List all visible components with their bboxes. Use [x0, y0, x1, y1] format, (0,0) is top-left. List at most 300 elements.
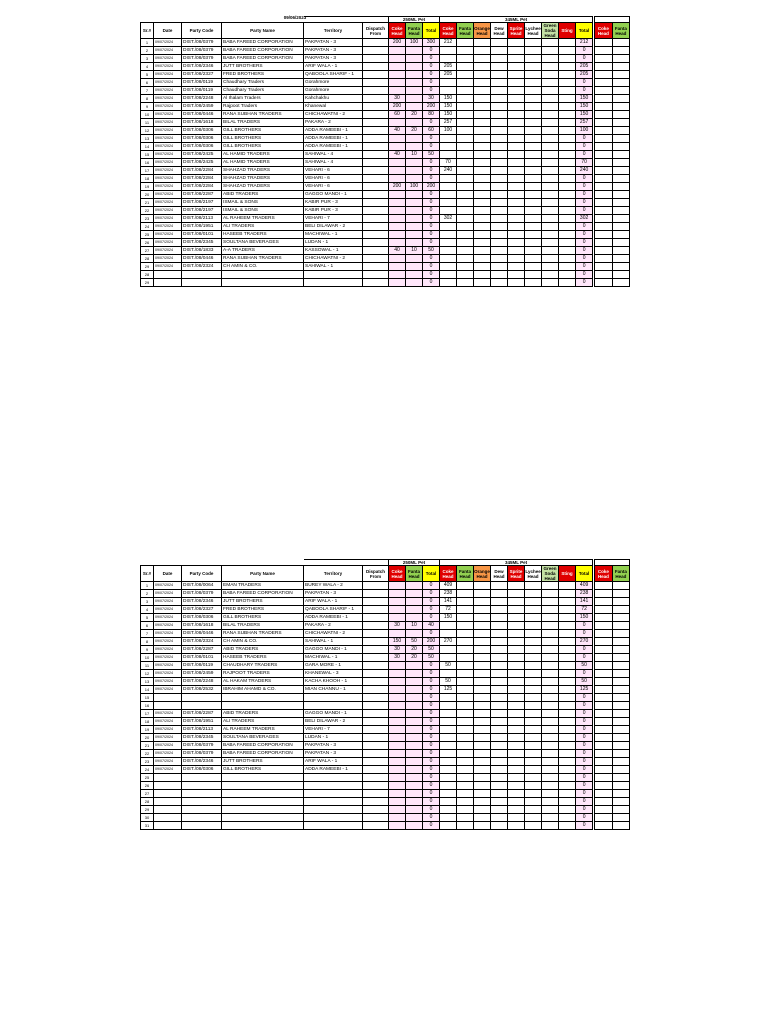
cell-territory: ADDA RAMEEBI - 1 [304, 614, 363, 622]
cell-250-coke [389, 598, 406, 606]
cell-250-fanta [406, 814, 423, 822]
cell-dispatch [363, 630, 389, 638]
cell-345-empty [457, 167, 474, 175]
cell-extra-coke [595, 103, 613, 111]
cell-extra-fanta [612, 175, 630, 183]
cell-345-empty [559, 95, 576, 103]
cell-345-empty [491, 734, 508, 742]
cell-250-total: 0 [423, 678, 440, 686]
cell-345-empty [525, 702, 542, 710]
cell-territory: MACHIWAL - 1 [304, 654, 363, 662]
cell-territory [304, 806, 363, 814]
cell-345-empty [525, 71, 542, 79]
cell-345-empty [559, 686, 576, 694]
cell-345-empty [559, 39, 576, 47]
cell-345-empty [508, 207, 525, 215]
cell-territory: VEHARI - 7 [304, 726, 363, 734]
cell-250-total: 30 [423, 95, 440, 103]
cell-date: 09/07/2024 [154, 662, 182, 670]
cell-250-fanta [406, 702, 423, 710]
table-row [141, 103, 630, 111]
cell-345-empty [474, 135, 491, 143]
cell-sr: 11 [141, 662, 154, 670]
cell-345-empty [525, 662, 542, 670]
cell-345-empty [559, 710, 576, 718]
cell-party-code: DIST./08/2346 [182, 63, 222, 71]
cell-250-fanta: 10 [406, 622, 423, 630]
cell-345-empty [559, 766, 576, 774]
cell-dispatch [363, 710, 389, 718]
cell-250-fanta [406, 207, 423, 215]
cell-345-empty [559, 638, 576, 646]
cell-territory [304, 694, 363, 702]
cell-345-empty [457, 55, 474, 63]
cell-345-coke [440, 694, 457, 702]
cell-extra-coke [595, 774, 613, 782]
cell-dispatch [363, 215, 389, 223]
cell-party-name [222, 271, 304, 279]
cell-345-empty [508, 630, 525, 638]
cell-extra-coke [595, 702, 613, 710]
cell-345-empty [491, 782, 508, 790]
cell-345-empty [457, 95, 474, 103]
cell-345-empty [508, 263, 525, 271]
cell-party-name: BABA FAREED CORPORATION [222, 55, 304, 63]
cell-345-empty [508, 750, 525, 758]
cell-250-coke [389, 782, 406, 790]
cell-extra-coke [595, 223, 613, 231]
cell-extra-fanta [612, 758, 630, 766]
cell-345-empty [474, 239, 491, 247]
cell-345-empty [542, 143, 559, 151]
col-sr: Sr.# [141, 23, 154, 39]
cell-dispatch [363, 582, 389, 590]
cell-250-total: 0 [423, 798, 440, 806]
cell-party-code: DIST./08/2459 [182, 670, 222, 678]
cell-territory: GAGGO MANDI - 1 [304, 710, 363, 718]
cell-345-empty [525, 678, 542, 686]
table-row [141, 143, 630, 151]
cell-250-total: 0 [423, 614, 440, 622]
cell-345-empty [525, 606, 542, 614]
cell-345-empty [474, 223, 491, 231]
cell-date: 09/07/2024 [154, 718, 182, 726]
cell-345-coke: 141 [440, 598, 457, 606]
cell-250-total: 0 [423, 702, 440, 710]
cell-dispatch [363, 95, 389, 103]
cell-party-name: BABA FAREED CORPORATION [222, 39, 304, 47]
cell-345-coke [440, 726, 457, 734]
cell-345-empty [542, 606, 559, 614]
cell-345-total: 72 [576, 606, 593, 614]
cell-extra-fanta [612, 766, 630, 774]
cell-345-empty [508, 670, 525, 678]
cell-250-fanta [406, 191, 423, 199]
cell-345-coke [440, 79, 457, 87]
cell-250-fanta [406, 239, 423, 247]
cell-extra-coke [595, 247, 613, 255]
cell-extra-fanta [612, 702, 630, 710]
cell-250-fanta [406, 782, 423, 790]
cell-sr: 31 [141, 822, 154, 830]
cell-extra-fanta [612, 678, 630, 686]
cell-345-total: 70 [576, 159, 593, 167]
cell-250-fanta [406, 686, 423, 694]
cell-345-total: 409 [576, 582, 593, 590]
cell-extra-coke [595, 255, 613, 263]
cell-extra-fanta [612, 590, 630, 598]
cell-345-coke [440, 822, 457, 830]
cell-date: 09/07/2024 [154, 175, 182, 183]
cell-345-total: 0 [576, 718, 593, 726]
cell-345-total: 0 [576, 630, 593, 638]
cell-345-empty [457, 263, 474, 271]
cell-party-code: DIST./08/2284 [182, 175, 222, 183]
cell-345-empty [508, 255, 525, 263]
cell-345-total: 0 [576, 183, 593, 191]
cell-territory: KHANEWAL - 3 [304, 670, 363, 678]
cell-dispatch [363, 199, 389, 207]
cell-territory: KABIR PUR - 3 [304, 199, 363, 207]
cell-345-empty [457, 646, 474, 654]
cell-party-name: JUTT BROTHERS [222, 758, 304, 766]
cell-345-empty [508, 694, 525, 702]
cell-250-total: 0 [423, 694, 440, 702]
cell-party-name: ISMAIL & SONS [222, 207, 304, 215]
cell-345-empty [525, 199, 542, 207]
cell-345-empty [457, 231, 474, 239]
cell-345-empty [491, 223, 508, 231]
cell-345-total: 0 [576, 223, 593, 231]
cell-345-empty [508, 606, 525, 614]
cell-345-empty [508, 191, 525, 199]
group-250ml: 250ML Pet [389, 560, 440, 566]
cell-dispatch [363, 167, 389, 175]
cell-dispatch [363, 255, 389, 263]
cell-250-fanta [406, 87, 423, 95]
cell-250-fanta: 100 [406, 183, 423, 191]
cell-345-empty [474, 814, 491, 822]
cell-345-empty [525, 654, 542, 662]
cell-extra-fanta [612, 247, 630, 255]
cell-345-empty [542, 47, 559, 55]
cell-dispatch [363, 183, 389, 191]
cell-250-coke [389, 87, 406, 95]
cell-party-name [222, 782, 304, 790]
cell-party-code: DIST./08/2324 [182, 638, 222, 646]
cell-sr: 9 [141, 646, 154, 654]
cell-345-empty [508, 638, 525, 646]
cell-party-name: AL RAHEEM TRADERS [222, 215, 304, 223]
cell-extra-coke [595, 207, 613, 215]
cell-345-empty [474, 718, 491, 726]
cell-party-name: IBRAHIM AHAMD & CO. [222, 686, 304, 694]
cell-party-code: DIST./08/2425 [182, 151, 222, 159]
cell-dispatch [363, 806, 389, 814]
cell-345-empty [457, 582, 474, 590]
cell-date: 09/07/2024 [154, 686, 182, 694]
cell-345-coke: 150 [440, 95, 457, 103]
cell-dispatch [363, 63, 389, 71]
cell-345-empty [508, 279, 525, 287]
cell-sr: 13 [141, 135, 154, 143]
cell-party-code: DIST./08/0379 [182, 55, 222, 63]
cell-250-total: 0 [423, 822, 440, 830]
cell-date: 09/07/2024 [154, 742, 182, 750]
cell-250-total: 300 [423, 39, 440, 47]
cell-345-empty [508, 127, 525, 135]
cell-250-coke [389, 47, 406, 55]
cell-345-empty [525, 622, 542, 630]
cell-250-total: 80 [423, 111, 440, 119]
cell-extra-coke [595, 590, 613, 598]
cell-250-coke: 40 [389, 247, 406, 255]
cell-345-empty [474, 79, 491, 87]
cell-party-name: BABA FAREED CORPORATION [222, 590, 304, 598]
cell-345-empty [559, 87, 576, 95]
cell-250-coke [389, 159, 406, 167]
cell-territory: ADDA RAMEEBI - 1 [304, 127, 363, 135]
cell-extra-coke [595, 63, 613, 71]
cell-250-total: 50 [423, 247, 440, 255]
cell-dispatch [363, 87, 389, 95]
cell-345-empty [474, 630, 491, 638]
cell-345-empty [542, 63, 559, 71]
cell-sr: 2 [141, 590, 154, 598]
table-row [141, 199, 630, 207]
table-row [141, 750, 630, 758]
cell-250-coke [389, 790, 406, 798]
cell-extra-coke [595, 47, 613, 55]
cell-345-total: 0 [576, 271, 593, 279]
cell-345-empty [457, 774, 474, 782]
cell-345-empty [491, 231, 508, 239]
col-territory: Territory [304, 23, 363, 39]
cell-345-empty [525, 183, 542, 191]
cell-extra-fanta [612, 734, 630, 742]
cell-345-coke [440, 231, 457, 239]
cell-345-empty [474, 726, 491, 734]
col-345-2: Orange Head [474, 23, 491, 39]
cell-345-empty [542, 766, 559, 774]
cell-250-coke [389, 191, 406, 199]
cell-345-empty [542, 654, 559, 662]
cell-345-empty [542, 702, 559, 710]
cell-345-empty [457, 199, 474, 207]
cell-250-total: 0 [423, 662, 440, 670]
cell-date: 09/07/2024 [154, 247, 182, 255]
table-row [141, 183, 630, 191]
cell-345-empty [525, 630, 542, 638]
cell-extra-coke [595, 271, 613, 279]
cell-345-empty [491, 55, 508, 63]
cell-345-empty [525, 167, 542, 175]
cell-sr: 29 [141, 263, 154, 271]
cell-party-code: DIST./08/2113 [182, 726, 222, 734]
cell-dispatch [363, 678, 389, 686]
cell-345-coke [440, 798, 457, 806]
col-345-6: Green Soda Head [543, 23, 557, 38]
cell-250-coke [389, 207, 406, 215]
cell-345-empty [457, 63, 474, 71]
cell-345-empty [457, 710, 474, 718]
cell-250-fanta: 20 [406, 111, 423, 119]
cell-party-code: DIST./08/0446 [182, 111, 222, 119]
cell-345-empty [525, 119, 542, 127]
cell-250-fanta [406, 175, 423, 183]
cell-date: 09/07/2024 [154, 750, 182, 758]
cell-345-empty [508, 598, 525, 606]
cell-345-empty [491, 207, 508, 215]
cell-345-empty [559, 694, 576, 702]
table-row [141, 638, 630, 646]
cell-345-empty [474, 598, 491, 606]
cell-sr: 24 [141, 766, 154, 774]
cell-party-name: RANA SUBHAN TRADERS [222, 111, 304, 119]
cell-345-empty [474, 710, 491, 718]
cell-territory: SAHIWAL - 1 [304, 638, 363, 646]
cell-250-fanta [406, 790, 423, 798]
cell-345-empty [542, 247, 559, 255]
cell-345-empty [508, 143, 525, 151]
cell-extra-fanta [612, 39, 630, 47]
col-345-7: Sting [559, 566, 576, 582]
cell-extra-fanta [612, 47, 630, 55]
cell-party-code: DIST./08/2197 [182, 199, 222, 207]
cell-345-empty [525, 279, 542, 287]
cell-party-code: DIST./08/1618 [182, 622, 222, 630]
cell-345-empty [542, 191, 559, 199]
cell-sr: 17 [141, 167, 154, 175]
cell-extra-fanta [612, 750, 630, 758]
cell-party-code: DIST./08/0306 [182, 614, 222, 622]
cell-345-empty [474, 103, 491, 111]
cell-250-coke [389, 718, 406, 726]
cell-345-empty [542, 814, 559, 822]
cell-date: 09/07/2024 [154, 103, 182, 111]
cell-territory: PAKPATAN - 3 [304, 39, 363, 47]
cell-dispatch [363, 702, 389, 710]
col-345-4: Sprite Head [508, 566, 525, 582]
cell-250-fanta: 100 [406, 39, 423, 47]
cell-250-coke [389, 702, 406, 710]
cell-345-empty [525, 175, 542, 183]
table-row [141, 798, 630, 806]
cell-345-empty [457, 151, 474, 159]
cell-345-empty [491, 718, 508, 726]
table-row [141, 223, 630, 231]
cell-250-total: 0 [423, 239, 440, 247]
cell-sr: 22 [141, 750, 154, 758]
cell-345-empty [542, 582, 559, 590]
cell-345-empty [491, 199, 508, 207]
cell-250-coke: 40 [389, 151, 406, 159]
cell-250-coke [389, 167, 406, 175]
cell-345-total: 150 [576, 103, 593, 111]
cell-345-empty [491, 127, 508, 135]
cell-345-empty [491, 822, 508, 830]
cell-345-empty [474, 606, 491, 614]
cell-party-code [182, 790, 222, 798]
cell-party-code [182, 702, 222, 710]
cell-250-fanta [406, 119, 423, 127]
cell-250-total: 0 [423, 47, 440, 55]
cell-extra-coke [595, 758, 613, 766]
cell-sr: 27 [141, 790, 154, 798]
cell-345-empty [457, 750, 474, 758]
cell-party-code: DIST./08/2346 [182, 598, 222, 606]
cell-territory: PAKARA - 2 [304, 622, 363, 630]
cell-date: 09/07/2024 [154, 127, 182, 135]
cell-250-coke [389, 582, 406, 590]
col-345-8: Total [576, 566, 593, 582]
cell-date: 09/07/2024 [154, 263, 182, 271]
cell-345-empty [474, 207, 491, 215]
col-345-4: Sprite Head [508, 23, 525, 39]
cell-date: 09/07/2024 [154, 167, 182, 175]
cell-345-empty [508, 167, 525, 175]
cell-party-name: ABID TRADERS [222, 191, 304, 199]
cell-250-fanta [406, 71, 423, 79]
cell-extra-coke [595, 814, 613, 822]
table-row [141, 159, 630, 167]
cell-extra-fanta [612, 774, 630, 782]
cell-345-empty [525, 47, 542, 55]
cell-345-coke [440, 710, 457, 718]
cell-345-empty [559, 231, 576, 239]
cell-345-coke: 150 [440, 103, 457, 111]
cell-345-empty [491, 630, 508, 638]
cell-345-empty [542, 790, 559, 798]
cell-345-empty [474, 646, 491, 654]
cell-250-coke [389, 774, 406, 782]
cell-territory: MACHIWAL - 1 [304, 231, 363, 239]
cell-345-empty [525, 247, 542, 255]
cell-345-coke: 240 [440, 167, 457, 175]
cell-345-coke [440, 55, 457, 63]
cell-345-total: 0 [576, 622, 593, 630]
cell-345-empty [491, 111, 508, 119]
table-row [141, 590, 630, 598]
cell-250-fanta [406, 231, 423, 239]
cell-territory: GAGGO MANDI - 1 [304, 191, 363, 199]
cell-territory: PAKPATAN - 3 [304, 742, 363, 750]
cell-party-code: DIST./08/2327 [182, 71, 222, 79]
cell-sr: 28 [141, 271, 154, 279]
cell-345-total: 0 [576, 199, 593, 207]
cell-345-empty [508, 63, 525, 71]
col-345-3: Dew Head [491, 566, 508, 582]
cell-territory: VEHARI - 6 [304, 175, 363, 183]
cell-345-empty [508, 47, 525, 55]
cell-dispatch [363, 822, 389, 830]
cell-250-total: 0 [423, 199, 440, 207]
cell-party-code: DIST./08/0119 [182, 79, 222, 87]
cell-territory: BELI DILAWAR - 2 [304, 718, 363, 726]
cell-sr: 14 [141, 143, 154, 151]
cell-250-coke [389, 143, 406, 151]
cell-345-empty [525, 215, 542, 223]
cell-345-empty [491, 143, 508, 151]
cell-345-empty [474, 734, 491, 742]
cell-250-fanta [406, 750, 423, 758]
cell-250-total: 0 [423, 119, 440, 127]
cell-345-empty [508, 111, 525, 119]
table-row [141, 814, 630, 822]
cell-345-empty [457, 678, 474, 686]
cell-party-name: AL HAMID TRADERS [222, 159, 304, 167]
table-row [141, 726, 630, 734]
